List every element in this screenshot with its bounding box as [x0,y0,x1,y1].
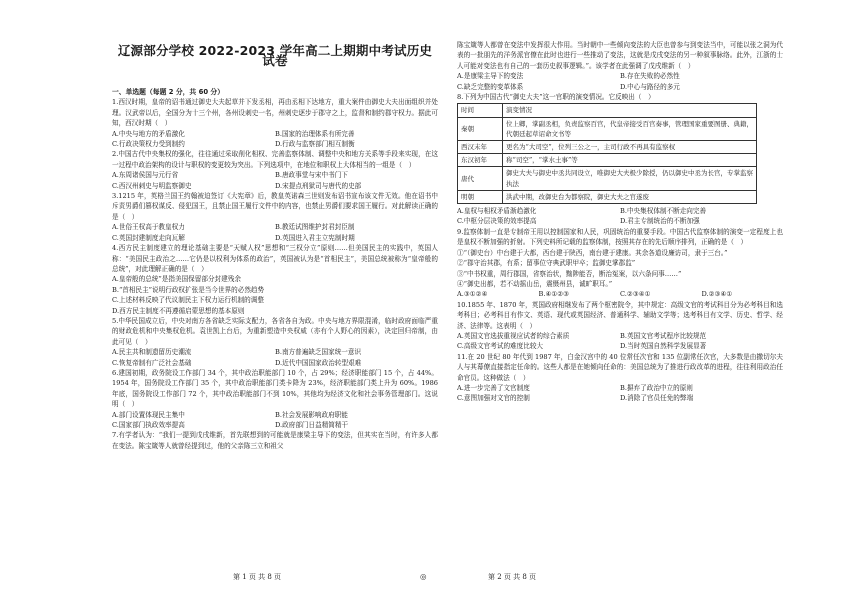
option-d[interactable]: D.君主专制统治的不断加强 [620,217,700,226]
table-header-row [458,104,757,117]
question-stem: 6.建国初期，政务院设工作部门 34 个，其中政治职能部门 10 个，占 29%；经济职能部门 15 个，占 44%。1954 年，国务院设工作部门 35 个，其中政治职能部门类卡降为 23%，经济职能部门类上升为 60%。1986 年底，国务院设工作部门 72 个，其中政治职能部门不到 10%，其他均为经济文化和社会事务管理部门。这说明（ ） [112,368,438,409]
option-c[interactable]: C.国家部门执政效率提高 [112,421,185,429]
option-c[interactable]: C.缺乏完整的变革体系 [457,82,524,91]
question-9-stem: 9.监察体制一直是专制帝王用以控制国家和人民，巩固统治的重要手段。中国古代监察体制的演变一定程度上也是皇权不断加强的折射。下列史料所记载的监察体制，按照其存在的先后顺序排列，正确的是（ ） [457,227,783,247]
option-c[interactable]: C.上述材料反映了代议制民主下权力运行机制的调整 [112,296,264,305]
option-d[interactable]: D.行政与监察部门相互制衡 [275,140,355,149]
question-options [112,347,438,368]
option-b[interactable]: B.中央集权体制不断走向完善 [620,207,707,216]
table-cell: 明朝 [458,190,503,203]
option-d[interactable]: D.西方民主制度不再遵循启蒙思想的基本原则 [112,306,245,315]
page-number-left: 第 1 页 共 8 页 [233,573,282,581]
option-b[interactable]: B.国家的治理体系有所完善 [275,129,355,138]
question-stem: 2.中国古代中央集权的强化，往往通过采取削化相权、完善监察体制、调整中央和地方关系等手段来实现，在这一过程中政治架构的设计与职权的变更较为突出。下列选项中，在地位和职权上大体相当的一组是（ ） [112,150,438,169]
option-b[interactable]: B.英国文官考试程序比较规范 [620,331,707,340]
question-11-stem: 11.在 20 世纪 80 年代到 1987 年，白金汉宫中的 40 位常任次官和 135 位副常任次官，大多数是由撒切尔夫人与其幕僚直接指定任命的。这些人都是在她倾向任命的：美国总统为了推进行政改革的进程，往往利用政治任命官员。这种做法（ ） [457,352,783,382]
option-b[interactable]: B.南方普遍缺乏国家统一意识 [275,348,362,357]
table-cell: 唐代 [458,167,503,190]
option-a[interactable]: A.英国文官选拔重视应试者的综合素质 [457,331,570,340]
table-row [458,141,757,154]
option-a[interactable]: A.世俗王权高于教皇权力 [112,223,185,232]
question-10-options [457,331,783,352]
question-8-stem: 8.下列为中国古代“御史大夫”这一官职的演变情况。它反映出（ ） [457,93,655,102]
option-b[interactable]: B.④①②③ [538,290,570,299]
table-cell: 秦朝 [458,117,503,140]
question-stem: 4.西方民主制度建立的理论基础主要是“天赋人权”思想和“三权分立”原则……但美国民主的实践中，英国人称：“美国民主政治之……它仍是以权利为体系的政治”，英国被认为是“首相民主”，美国总统被称为“皇帝般的总统”，对此理解正确的是（ ） [112,244,438,273]
option-a[interactable]: A.进一步完善了文官制度 [457,383,530,392]
table-cell: 更名为“大司空”，位列三公之一，主司行政不再具有监察权 [503,141,757,154]
table-header-cell: 演变情况 [503,104,757,117]
option-a[interactable]: A.是康梁主导下的变法 [457,72,524,81]
table-row [458,117,757,140]
question-11-options [457,383,783,404]
option-c[interactable]: C.中枢分层决策的效率提高 [457,217,537,226]
option-c[interactable]: C.意图加强对文官的控制 [457,394,530,403]
option-b[interactable]: B.存在失败的必然性 [620,72,680,81]
option-b[interactable]: B.教廷试图维护封君封臣制 [275,223,355,232]
option-d[interactable]: D.近代中国国家政治转型艰难 [275,358,362,367]
question-stem: 1.西汉时期，皇帝的诏书通过御史大夫起草并下发丞相，再由丞相下达地方，重大案件由御史大夫出面组织并处理。汉武帝以后，全国分为十三个州，各州设刺史一名，州刺史逐步于郡守之上，监督和制约郡守权力。据此可知，西汉时期（ ） [112,98,438,128]
source-item: ③“中书权重，周行郡国，省察治状，黜陟能否，断治冤案，以六条问事……” [457,269,682,278]
option-a[interactable]: A.东周诸侯国与元行省 [112,171,179,180]
option-c[interactable]: C.②③④① [620,290,651,299]
question-options [112,274,438,316]
option-d[interactable]: D.消除了官员任免的弊端 [620,394,694,403]
table-row [458,190,757,203]
question-options [112,129,438,150]
option-c[interactable]: C.英国封建制度走向瓦解 [112,233,185,242]
option-d[interactable]: D.当时英国自然科学发展显著 [620,342,707,351]
question-options [112,222,438,243]
option-a[interactable]: A.③①②④ [457,290,488,299]
left-questions [112,97,438,451]
option-d[interactable]: D.英国进入君主立宪制时期 [275,233,355,242]
option-c[interactable]: C.高级文官考试的难度比较大 [457,342,544,351]
option-b[interactable]: B.唐政事堂与宋中书门下 [275,171,348,180]
question-10-stem: 10.1855 年、1870 年，英国政府相继发布了两个枢密院令，其中规定：高级文官的考试科目分为必考科目和选考科目；必考科目有作文、英语、现代或英国经济、普通科学、辅助文学等；选考科目有文学、历史、哲学、经济、法律等。这表明（ ） [457,300,783,330]
option-a[interactable]: A.中央与地方的矛盾激化 [112,129,185,138]
option-a[interactable]: A.部门设置体现民主集中 [112,410,185,419]
option-d[interactable]: D.宋提点刑狱司与唐代的史部 [275,181,362,190]
source-item: ①“（御史台）中台建于大都，西台建于陕西，南台建于建康。其余各道设廉访司，隶于三台。” [457,248,728,257]
question-7-options [457,71,783,92]
table-row [458,154,757,167]
option-c[interactable]: C.西汉州刺史与明监察御史 [112,181,192,190]
question-8-options [457,206,783,227]
question-stem: 3.1215 年，英格兰国王约翰被迫签订《大宪章》后，教皇英诺森三世则发布诏书宣布该文件无效。他在诏书中斥责男爵们篡权谋反、侵犯国王，且禁止国王履行文件中的内容，也禁止男爵们要求国王履行。对此解读正确的是（ ） [112,192,438,221]
page-number-right: 第 2 页 共 8 页 [488,573,537,581]
table-cell: 东汉初年 [458,154,503,167]
option-a[interactable]: A.皇帝般的总统”是指美国保留部分封建残余 [112,275,241,284]
option-d[interactable]: D.中心与路径的多元 [620,82,680,91]
source-item: ④“御史出都，若不动摇山岳，震慑州县，诚旷职耳。” [457,279,613,288]
table-header-cell: 时间 [458,104,503,117]
option-b[interactable]: B.“首相民主”说明行政权扩张是当今世界的必然趋势 [112,285,265,294]
option-a[interactable]: A.皇权与相权矛盾渐趋激化 [457,207,537,216]
history-table [457,103,757,204]
source-item: ②“郡守治其郡，有系；留事位守典武职甲卒；监御史掌郡监” [457,259,636,268]
right-column-body [457,40,783,404]
option-a[interactable]: A.民主共和制遗留历史潮流 [112,348,192,357]
exam-title: 辽源部分学校 2022-2023 学年高二上期期中考试历史试卷 [117,43,433,69]
option-c[interactable]: C.行政决策权力受到制约 [112,140,185,149]
question-options [112,410,438,431]
question-stem: 5.中华民国成立后，中央对南方各省缺乏实际支配力，各省各自为政。中央与地方界限混淆，临时政府面临严重的财政危机和中央集权危机。袁世凯上台后，为重新塑造中央权威（亦有个人野心的因素），决定回归帝制，由此可见（ ） [112,316,438,346]
left-column-body [112,87,438,451]
table-cell: 称“司空”，“掌水土事”等 [503,154,757,167]
option-d[interactable]: D.政府部门日益精简精干 [275,421,349,429]
question-stem: 7.有学者认为：“我们一提到戊戌维新，首先联想到的可能就是康梁主导下的变法，但其实在当时，有许多人都在变法。陈宝箴等人就曾经提到过，他的父亲陈三立和祖父 [112,431,438,450]
table-cell: 西汉末年 [458,141,503,154]
option-d[interactable]: D.②③④① [701,290,733,299]
section-title: 一、单选题（每题 2 分，共 60 分） [112,88,225,96]
center-mark-icon: ◎ [420,572,427,581]
table-cell: 御史大夫与御史中丞共同设立，唯御史大夫极少除授，仍以御史中丞为长官，专掌监察执法 [503,167,757,190]
question-7-continued: 陈宝箴等人都曾在变法中发挥很大作用。当时朝中一些倾向变法的大臣也曾参与到变法当中，可能以张之洞为代表的一批朋先的洋务派官僚在此时也进行一些推动了变法，这就是戊戌变法的另一种叙事脉络。此外，江浙的士人可能对变法也有自己的一套历史叙事逻辑。”。该学者在此强调了戊戌维新（ ） [457,41,783,70]
table-cell: 位上卿，掌副丞相，负责监察百官，代皇帝接受百官奏事，管理国家重要图册、典籍，代朝廷起草诏命文书等 [503,117,757,140]
option-b[interactable]: B.社会发展影响政府职能 [275,410,348,419]
table-row [458,167,757,190]
option-c[interactable]: C.恢复帝制有广泛社会基础 [112,358,192,367]
option-b[interactable]: B.摒弃了政治中立的原则 [620,383,693,392]
question-9-options [457,289,783,299]
table-cell: 洪武中期，改御史台为都察院，御史大夫之官遂废 [503,190,757,203]
question-options [112,170,438,191]
